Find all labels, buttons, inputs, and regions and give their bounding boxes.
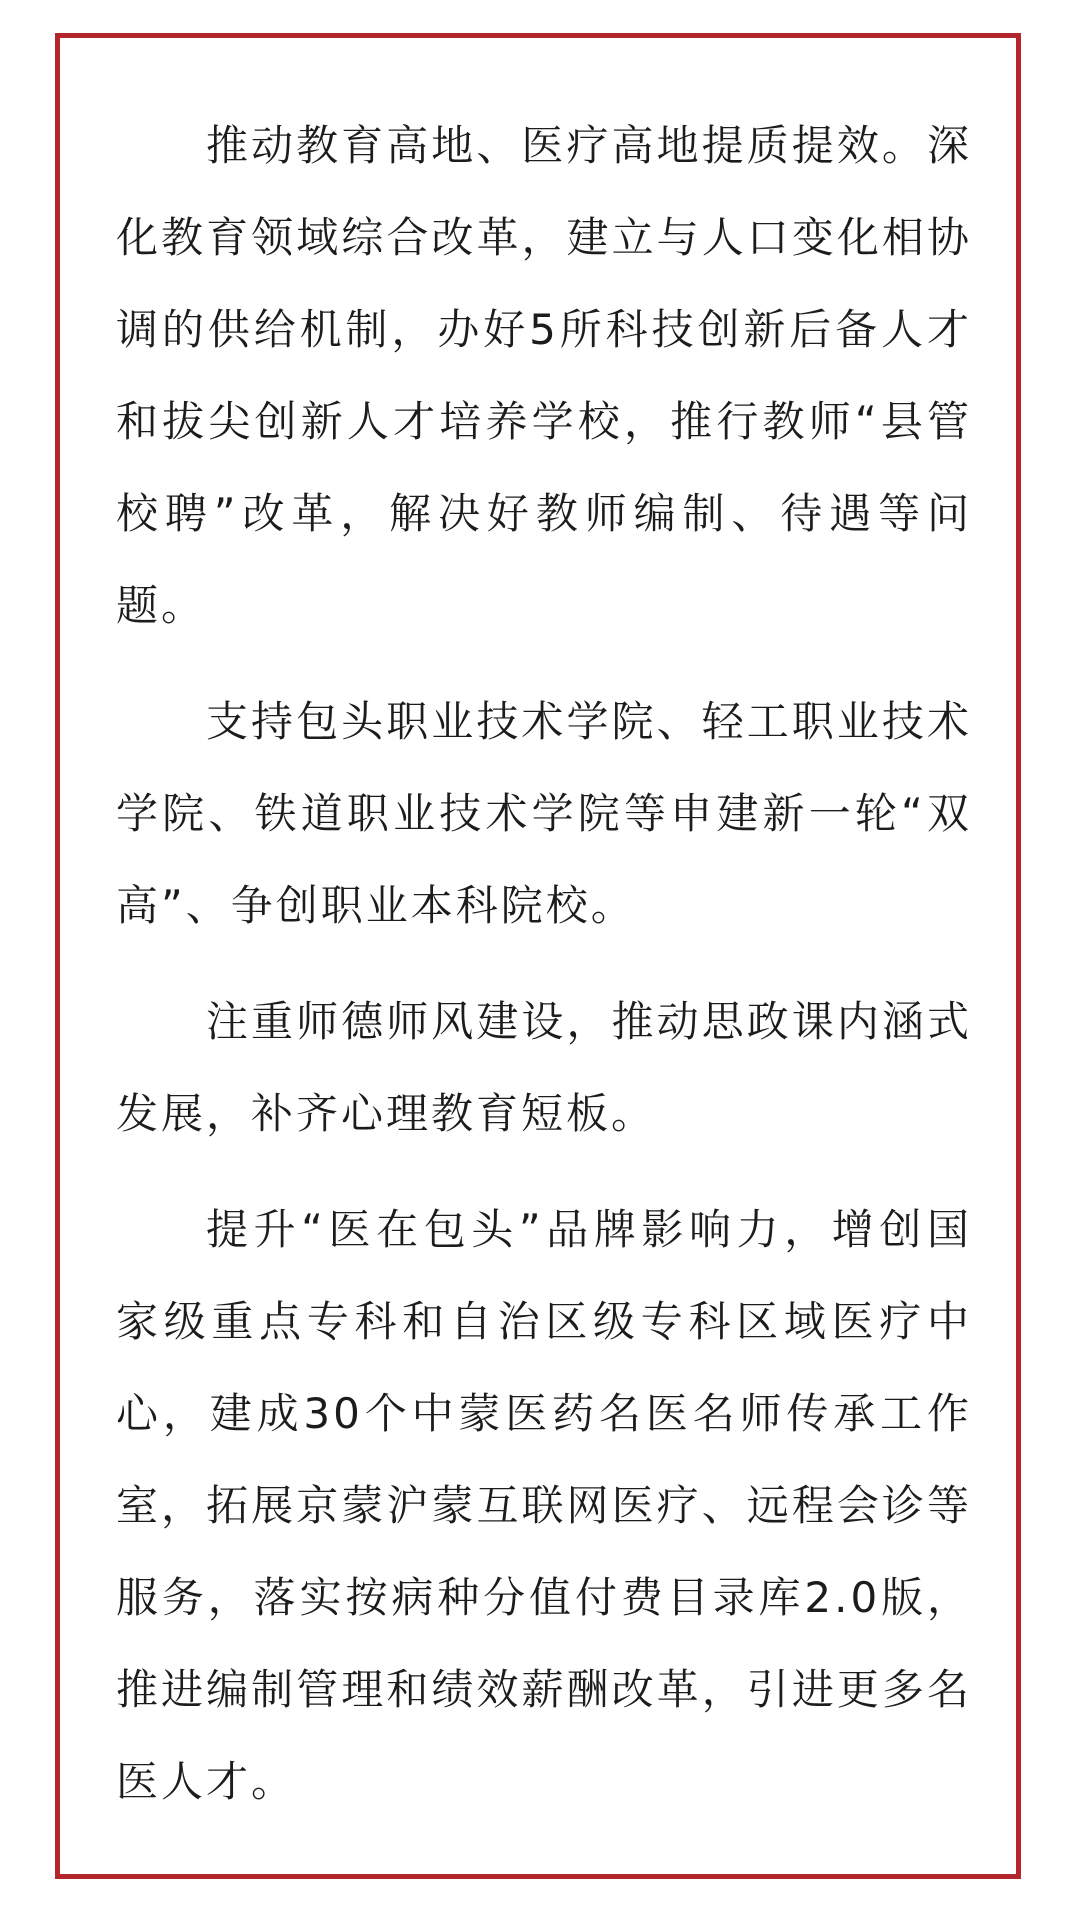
paragraph-teacher-ethics: 注重师德师风建设，推动思政课内涵式发展，补齐心理教育短板。	[116, 997, 972, 1138]
paragraph-vocational-colleges: 支持包头职业技术学院、轻工职业技术学院、铁道职业技术学院等申建新一轮“双高”、争创职业本科院校。	[116, 697, 972, 930]
article-body	[116, 100, 972, 1852]
paragraph-education-reform: 推动教育高地、医疗高地提质提效。深化教育领域综合改革，建立与人口变化相协调的供给机制，办好5所科技创新后备人才和拔尖创新人才培养学校，推行教师“县管校聘”改革，解决好教师编制、待遇等问题。	[116, 121, 972, 630]
paragraph-medical-services: 提升“医在包头”品牌影响力，增创国家级重点专科和自治区级专科区域医疗中心，建成30个中蒙医药名医名师传承工作室，拓展京蒙沪蒙互联网医疗、远程会诊等服务，落实按病种分值付费目录库2.0版，推进编制管理和绩效薪酬改革，引进更多名医人才。	[116, 1205, 972, 1806]
